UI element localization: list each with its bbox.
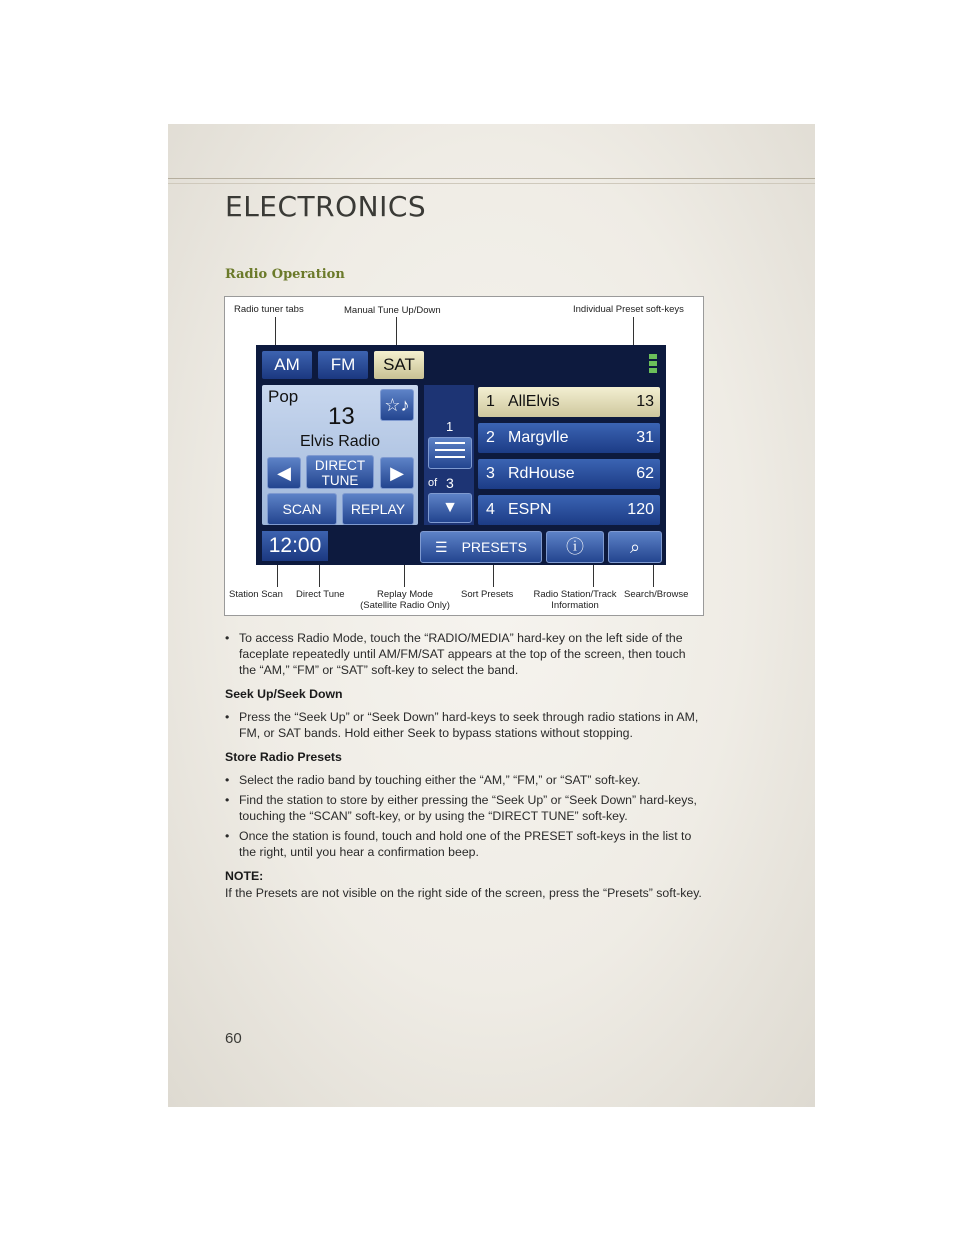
callout-replay-mode-line-1: Replay Mode bbox=[377, 589, 433, 600]
callout-station-scan: Station Scan bbox=[229, 589, 283, 600]
preset-channel: 62 bbox=[636, 465, 654, 482]
preset-number: 4 bbox=[486, 501, 495, 518]
callout-sort-presets: Sort Presets bbox=[461, 589, 514, 600]
preset-2[interactable] bbox=[478, 423, 660, 453]
tuner-panel bbox=[262, 385, 418, 525]
preset-number: 1 bbox=[486, 393, 495, 410]
preset-channel: 13 bbox=[636, 393, 654, 410]
search-icon: ⌕ bbox=[629, 537, 641, 557]
clock: 12:00 bbox=[262, 531, 328, 561]
bullet-dot: • bbox=[225, 710, 230, 724]
favorite-button[interactable] bbox=[380, 389, 414, 421]
info-icon: ⓘ bbox=[566, 537, 584, 557]
page-down-button[interactable] bbox=[428, 493, 472, 523]
star-music-icon: ☆♪ bbox=[384, 395, 410, 415]
tab-fm[interactable]: FM bbox=[318, 351, 368, 379]
chevron-right-icon: ▶ bbox=[390, 463, 404, 483]
bullet-item bbox=[225, 828, 703, 860]
bullet-text: Once the station is found, touch and hold one of the PRESET soft-keys in the list to the right, until you hear a confirmation beep. bbox=[239, 829, 692, 859]
preset-number: 3 bbox=[486, 465, 495, 482]
page-number: 60 bbox=[225, 1030, 242, 1047]
bullet-text: To access Radio Mode, touch the “RADIO/MEDIA” hard-key on the left side of the faceplate repeatedly until AM/FM/SAT appears at the top of the screen, then touch the “AM,” “FM” or “SAT” soft-key to select the band. bbox=[239, 631, 686, 677]
preset-name: AllElvis bbox=[508, 393, 560, 410]
preset-1[interactable] bbox=[478, 387, 660, 417]
bullet-item bbox=[225, 709, 703, 741]
callout-radio-tuner-tabs: Radio tuner tabs bbox=[234, 304, 304, 315]
page-total: 3 bbox=[446, 475, 454, 491]
chevron-left-icon: ◀ bbox=[277, 463, 291, 483]
callout-radio-station-info bbox=[525, 589, 625, 611]
header-rule-secondary bbox=[168, 183, 815, 184]
channel-number: 13 bbox=[328, 403, 355, 430]
list-sort-icon bbox=[432, 438, 468, 464]
bullet-dot: • bbox=[225, 773, 230, 787]
bullet-text: Press the “Seek Up” or “Seek Down” hard-keys to seek through radio stations in AM, FM, or SAT bands. Hold either Seek to bypass stations without stopping. bbox=[239, 710, 699, 740]
bullet-dot: • bbox=[225, 829, 230, 843]
tune-down-button[interactable] bbox=[267, 457, 301, 489]
presets-icon: ☰ bbox=[435, 539, 448, 555]
note-text: If the Presets are not visible on the right side of the screen, press the “Presets” soft-key. bbox=[225, 886, 702, 900]
heading-seek: Seek Up/Seek Down bbox=[225, 687, 343, 701]
seat-icon bbox=[648, 353, 658, 377]
tune-up-button[interactable] bbox=[380, 457, 414, 489]
subheading-radio-operation: Radio Operation bbox=[225, 267, 345, 282]
radio-screen bbox=[256, 345, 666, 565]
sort-presets-button[interactable] bbox=[428, 437, 472, 469]
callout-direct-tune: Direct Tune bbox=[296, 589, 345, 600]
search-browse-button[interactable] bbox=[608, 531, 662, 563]
bullet-item bbox=[225, 792, 703, 824]
bullet-text: Find the station to store by either pressing the “Seek Up” or “Seek Down” hard-keys, touching the “SCAN” soft-key, or by using the “DIRECT TUNE” soft-key. bbox=[239, 793, 697, 823]
header-rule bbox=[168, 178, 815, 179]
page-of-label: of bbox=[428, 477, 438, 489]
replay-button[interactable]: REPLAY bbox=[342, 493, 414, 525]
preset-name: ESPN bbox=[508, 501, 552, 518]
callout-radio-station-line-1: Radio Station/Track bbox=[533, 589, 617, 600]
callout-manual-tune: Manual Tune Up/Down bbox=[344, 305, 441, 316]
callout-search-browse: Search/Browse bbox=[624, 589, 689, 600]
scan-button[interactable]: SCAN bbox=[267, 493, 337, 525]
preset-channel: 120 bbox=[627, 501, 654, 518]
callout-radio-station-line-2: Information bbox=[551, 600, 599, 611]
callout-individual-preset: Individual Preset soft-keys bbox=[573, 304, 684, 315]
info-button[interactable] bbox=[546, 531, 604, 563]
bullet-item bbox=[225, 772, 703, 788]
heading-store-presets: Store Radio Presets bbox=[225, 750, 342, 764]
station-name: Elvis Radio bbox=[300, 433, 381, 450]
tab-sat[interactable]: SAT bbox=[374, 351, 424, 379]
chevron-down-icon: ▼ bbox=[442, 499, 458, 516]
radio-screen-figure bbox=[224, 296, 704, 616]
bullet-dot: • bbox=[225, 631, 230, 645]
preset-name: Margvlle bbox=[508, 429, 569, 446]
preset-4[interactable] bbox=[478, 495, 660, 525]
preset-name: RdHouse bbox=[508, 465, 575, 482]
direct-tune-label-1: DIRECT bbox=[314, 458, 366, 473]
callout-replay-mode-line-2: (Satellite Radio Only) bbox=[360, 600, 450, 611]
bullet-item bbox=[225, 630, 703, 678]
direct-tune-label-2: TUNE bbox=[321, 473, 359, 488]
genre-label: Pop bbox=[268, 387, 299, 406]
body-text bbox=[225, 630, 703, 901]
section-title: ELECTRONICS bbox=[225, 190, 427, 223]
callout-replay-mode bbox=[353, 589, 457, 611]
note-heading: NOTE: bbox=[225, 869, 264, 883]
preset-number: 2 bbox=[486, 429, 495, 446]
bullet-dot: • bbox=[225, 793, 230, 807]
presets-button[interactable] bbox=[420, 531, 542, 563]
page-current: 1 bbox=[446, 419, 454, 434]
presets-label: PRESETS bbox=[461, 539, 527, 555]
tab-am[interactable]: AM bbox=[262, 351, 312, 379]
preset-3[interactable] bbox=[478, 459, 660, 489]
bullet-text: Select the radio band by touching either the “AM,” “FM,” or “SAT” soft-key. bbox=[239, 773, 641, 787]
preset-channel: 31 bbox=[636, 429, 654, 446]
page-column bbox=[424, 385, 474, 525]
direct-tune-button[interactable] bbox=[306, 455, 374, 489]
